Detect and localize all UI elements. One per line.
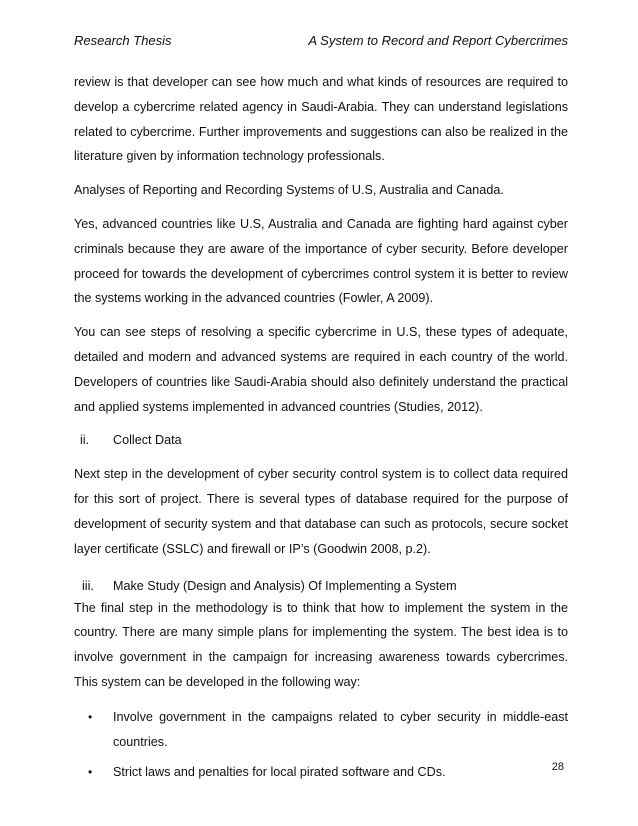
page-header (74, 33, 568, 51)
page-number: 28 (551, 761, 564, 773)
list-item (74, 705, 568, 755)
paragraph-6: The final step in the methodology is to think that how to implement the system in the country. There are many simple plans for implementing the system. The best idea is to involve government in the campaign for increasing awareness towards cybercrimes. This system can be developed in the following way: (74, 600, 568, 689)
paragraph-3: Yes, advanced countries like U.S, Australia and Canada are fighting hard against cyber criminals because they are aware of the importance of cyber security. Before developer proceed for towards the development of cybercrimes control system it is better to review the systems working in the advanced countries (Fowler, A 2009). (74, 216, 568, 306)
section-collect-data-heading (74, 428, 568, 452)
list-item-text: Strict laws and penalties for local pirated software and CDs. (113, 765, 446, 780)
paragraph-1: review is that developer can see how much and what kinds of resources are required to develop a cybercrime related agency in Saudi-Arabia. They can understand legislations related to cybercrime. Further improvements and suggestions can also be realized in the literature given by information technology professionals. (74, 75, 568, 164)
bullet-icon: • (88, 765, 93, 780)
paragraph-4: You can see steps of resolving a specific cybercrime in U.S, these types of adequate, detailed and modern and advanced systems are required in each country of the world. Developers of countries like Saudi-Arabia should also definitely understand the practical and applied systems implemented in advanced countries (Studies, 2012). (74, 325, 568, 414)
paragraph-5: Next step in the development of cyber security control system is to collect data required for this sort of project. There is several types of database required for the purpose of development of security system and that database can such as protocols, secure socket layer certificate (SSLC) and firewall or IP’s (Goodwin 2008, p.2). (74, 467, 568, 556)
paragraph-2: Analyses of Reporting and Recording Systems of U.S, Australia and Canada. (74, 183, 504, 198)
section-number: iii. (82, 578, 94, 593)
section-title: Make Study (Design and Analysis) Of Implementing a System (113, 578, 457, 593)
header-left-title: Research Thesis (74, 33, 172, 48)
bullet-icon: • (88, 709, 93, 724)
header-right-title: A System to Record and Report Cybercrimes (308, 33, 568, 48)
section-number: ii. (80, 433, 90, 448)
section-title: Collect Data (113, 433, 182, 448)
bullet-list (74, 705, 568, 785)
section-make-study-heading (74, 576, 568, 596)
list-item (74, 760, 568, 785)
list-item-text: Involve government in the campaigns related to cyber security in middle-east countries. (113, 709, 568, 749)
page-body (74, 70, 568, 791)
